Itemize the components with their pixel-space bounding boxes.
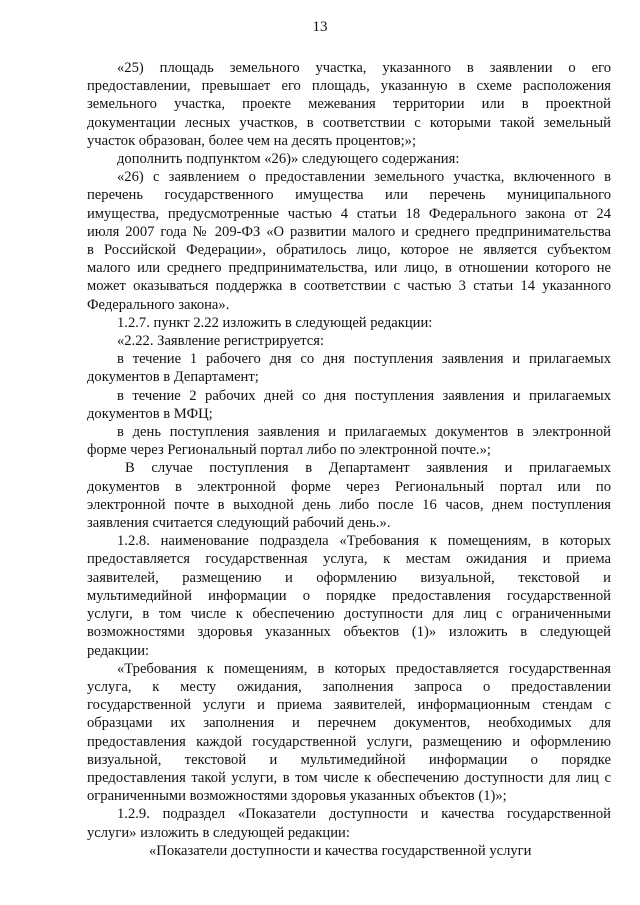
text-line: В случае поступления в Департамент заявления и прилагаемых bbox=[125, 460, 611, 477]
text-line: «2.22. Заявление регистрируется: bbox=[117, 333, 325, 350]
text-line: предоставлении, превышает его площадь, указанную в схеме расположения bbox=[87, 78, 611, 95]
text-line: документов в Департамент; bbox=[87, 369, 259, 386]
text-line: электронной почте в выходной день либо после 16 часов, днем поступления bbox=[87, 496, 611, 513]
text-line: предоставления такой услуги, в том числе к обеспечению доступности для лиц с bbox=[87, 769, 611, 786]
document-body bbox=[87, 59, 611, 860]
text-line: «26) с заявлением о предоставлении земельного участка, включенного в bbox=[117, 169, 611, 186]
text-line: 1.2.8. наименование подраздела «Требования к помещениям, в которых bbox=[117, 533, 611, 550]
text-line: может оказываться поддержка в соответствии с частью 3 статьи 14 указанного bbox=[87, 278, 611, 295]
text-line: перечень государственного имущества или перечень муниципального bbox=[87, 187, 611, 204]
text-line: 1.2.7. пункт 2.22 изложить в следующей редакции: bbox=[117, 314, 433, 331]
text-line: «25) площадь земельного участка, указанного в заявлении о его bbox=[117, 60, 611, 76]
paragraph-p12 bbox=[87, 805, 611, 841]
page-number: 13 bbox=[312, 19, 328, 35]
text-line: заявления считается следующий рабочий день.». bbox=[87, 515, 391, 532]
text-line: июля 2007 года № 209-ФЗ «О развитии малого и среднего предпринимательства bbox=[87, 223, 611, 240]
text-line: участок образован, более чем на десять процентов;»; bbox=[87, 132, 417, 149]
text-line: редакции: bbox=[87, 642, 150, 659]
paragraph-p3 bbox=[87, 168, 611, 314]
text-line: в течение 1 рабочего дня со дня поступления заявления и прилагаемых bbox=[117, 351, 611, 368]
text-line: в Российской Федерации», обратилось лицо, которое не является субъектом bbox=[87, 242, 611, 259]
text-line: «Показатели доступности и качества государственной услуги bbox=[149, 842, 532, 859]
text-line: государственной услуги и приема заявителей, информационным стендам с bbox=[87, 697, 611, 714]
text-line: документов в электронной форме через Региональный портал или по bbox=[87, 478, 611, 495]
paragraph-p2 bbox=[87, 150, 611, 168]
text-line: в течение 2 рабочих дней со дня поступления заявления и прилагаемых bbox=[117, 387, 611, 404]
text-line: предоставления каждой государственной услуги, размещению и оформлению bbox=[87, 733, 611, 750]
text-line: документов в МФЦ; bbox=[87, 405, 213, 422]
text-line: заявителей, размещению и оформлению визуальной, текстовой и bbox=[87, 569, 611, 586]
text-line: малого или среднего предпринимательства, или лицо, в отношении которого не bbox=[87, 260, 611, 277]
text-line: документации лесных участков, в соответствии с которыми такой земельный bbox=[87, 114, 611, 131]
paragraph-p11 bbox=[87, 660, 611, 806]
text-line: ограниченными возможностями здоровья указанных объектов (1)»; bbox=[87, 788, 507, 805]
text-line: в день поступления заявления и прилагаемых документов в электронной bbox=[117, 424, 611, 441]
text-line: «Требования к помещениям, в которых предоставляется государственная bbox=[117, 660, 611, 677]
text-line: мультимедийной информации о порядке предоставления государственной bbox=[87, 587, 611, 604]
text-line: образцами их заполнения и перечнем документов, необходимых для bbox=[87, 715, 611, 732]
paragraph-p4 bbox=[87, 314, 611, 332]
text-line: услуга, к месту ожидания, заполнения запроса о предоставлении bbox=[87, 678, 611, 695]
paragraph-p9 bbox=[87, 459, 611, 532]
paragraph-p10 bbox=[87, 532, 611, 659]
paragraph-p8 bbox=[87, 423, 611, 459]
text-line: 1.2.9. подраздел «Показатели доступности и качества государственной bbox=[117, 806, 611, 823]
text-line: услуги» изложить в следующей редакции: bbox=[87, 824, 350, 841]
text-line: дополнить подпунктом «26)» следующего содержания: bbox=[117, 151, 460, 168]
text-line: услуги, в том числе к обеспечению доступности для лиц с ограниченными bbox=[87, 606, 611, 623]
paragraph-p5 bbox=[87, 332, 611, 350]
text-line: возможностями здоровья указанных объектов (1)» изложить в следующей bbox=[87, 624, 611, 641]
text-line: Федерального закона». bbox=[87, 296, 230, 313]
text-line: предоставляется государственная услуга, к местам ожидания и приема bbox=[87, 551, 611, 568]
paragraph-p1 bbox=[87, 59, 611, 150]
paragraph-p6 bbox=[87, 350, 611, 386]
text-line: визуальной, текстовой и мультимедийной информации о порядке bbox=[87, 751, 611, 768]
paragraph-p13 bbox=[87, 842, 611, 860]
paragraph-p7 bbox=[87, 387, 611, 423]
text-line: имущества, предусмотренные частью 4 статьи 18 Федерального закона от 24 bbox=[87, 205, 611, 222]
text-line: земельного участка, проекте межевания территории или в проектной bbox=[87, 96, 611, 113]
text-line: форме через Региональный портал либо по электронной почте.»; bbox=[87, 442, 491, 459]
